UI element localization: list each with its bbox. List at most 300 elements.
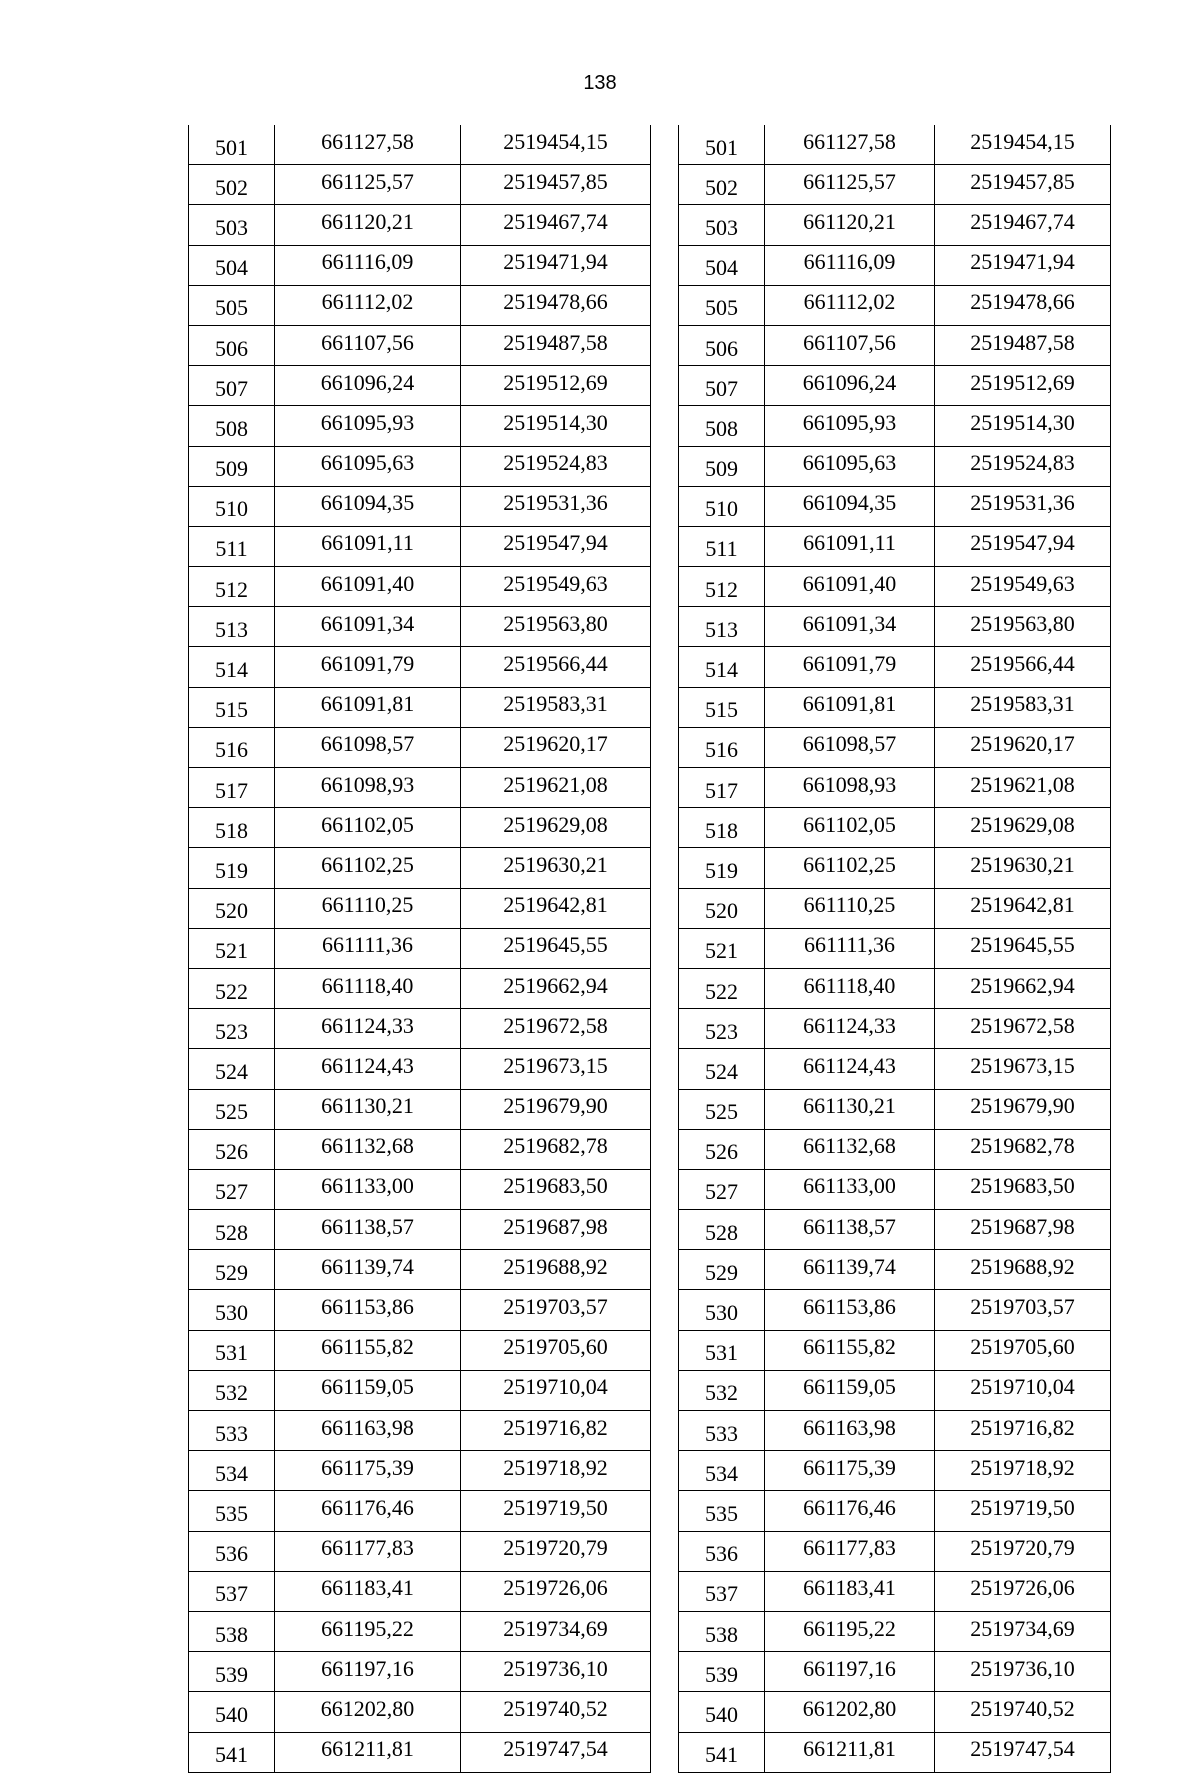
y-coordinate-cell: 2519736,10 — [935, 1652, 1111, 1692]
point-number-cell: 507 — [679, 366, 765, 406]
x-coordinate-cell: 661197,16 — [275, 1652, 461, 1692]
point-number-cell: 516 — [679, 727, 765, 767]
x-coordinate-cell: 661124,33 — [275, 1009, 461, 1049]
point-number-cell: 528 — [679, 1210, 765, 1250]
table-row — [189, 567, 651, 607]
table-row — [679, 526, 1111, 566]
x-coordinate-cell: 661124,43 — [275, 1049, 461, 1089]
point-number-cell: 525 — [679, 1089, 765, 1129]
x-coordinate-cell: 661095,93 — [765, 406, 935, 446]
table-row — [189, 486, 651, 526]
x-coordinate-cell: 661183,41 — [765, 1571, 935, 1611]
table-row — [189, 1692, 651, 1732]
y-coordinate-cell: 2519740,52 — [935, 1692, 1111, 1732]
x-coordinate-cell: 661118,40 — [765, 968, 935, 1008]
y-coordinate-cell: 2519719,50 — [935, 1491, 1111, 1531]
y-coordinate-cell: 2519471,94 — [461, 245, 651, 285]
table-row — [189, 325, 651, 365]
point-number-cell: 510 — [679, 486, 765, 526]
x-coordinate-cell: 661110,25 — [765, 888, 935, 928]
y-coordinate-cell: 2519734,69 — [461, 1611, 651, 1651]
x-coordinate-cell: 661116,09 — [275, 245, 461, 285]
x-coordinate-cell: 661091,34 — [275, 607, 461, 647]
table-row — [679, 245, 1111, 285]
y-coordinate-cell: 2519454,15 — [935, 125, 1111, 165]
x-coordinate-cell: 661155,82 — [275, 1330, 461, 1370]
x-coordinate-cell: 661139,74 — [275, 1250, 461, 1290]
point-number-cell: 532 — [189, 1370, 275, 1410]
point-number-cell: 508 — [679, 406, 765, 446]
x-coordinate-cell: 661139,74 — [765, 1250, 935, 1290]
point-number-cell: 520 — [189, 888, 275, 928]
table-row — [679, 1370, 1111, 1410]
point-number-cell: 531 — [679, 1330, 765, 1370]
y-coordinate-cell: 2519734,69 — [935, 1611, 1111, 1651]
point-number-cell: 536 — [679, 1531, 765, 1571]
point-number-cell: 526 — [679, 1129, 765, 1169]
y-coordinate-cell: 2519524,83 — [461, 446, 651, 486]
y-coordinate-cell: 2519566,44 — [461, 647, 651, 687]
x-coordinate-cell: 661127,58 — [275, 125, 461, 165]
x-coordinate-cell: 661102,25 — [275, 848, 461, 888]
y-coordinate-cell: 2519621,08 — [461, 768, 651, 808]
x-coordinate-cell: 661202,80 — [765, 1692, 935, 1732]
x-coordinate-cell: 661091,11 — [275, 526, 461, 566]
x-coordinate-cell: 661211,81 — [275, 1732, 461, 1772]
point-number-cell: 539 — [679, 1652, 765, 1692]
y-coordinate-cell: 2519720,79 — [935, 1531, 1111, 1571]
y-coordinate-cell: 2519629,08 — [461, 808, 651, 848]
table-row — [679, 647, 1111, 687]
y-coordinate-cell: 2519687,98 — [461, 1210, 651, 1250]
y-coordinate-cell: 2519457,85 — [935, 165, 1111, 205]
x-coordinate-cell: 661098,93 — [765, 768, 935, 808]
x-coordinate-cell: 661111,36 — [275, 928, 461, 968]
table-row — [189, 1210, 651, 1250]
y-coordinate-cell: 2519514,30 — [935, 406, 1111, 446]
y-coordinate-cell: 2519478,66 — [461, 285, 651, 325]
point-number-cell: 508 — [189, 406, 275, 446]
point-number-cell: 503 — [189, 205, 275, 245]
x-coordinate-cell: 661102,05 — [765, 808, 935, 848]
table-row — [679, 808, 1111, 848]
x-coordinate-cell: 661183,41 — [275, 1571, 461, 1611]
x-coordinate-cell: 661096,24 — [275, 366, 461, 406]
y-coordinate-cell: 2519487,58 — [935, 325, 1111, 365]
x-coordinate-cell: 661120,21 — [275, 205, 461, 245]
y-coordinate-cell: 2519531,36 — [461, 486, 651, 526]
x-coordinate-cell: 661098,57 — [765, 727, 935, 767]
y-coordinate-cell: 2519642,81 — [461, 888, 651, 928]
x-coordinate-cell: 661133,00 — [765, 1169, 935, 1209]
x-coordinate-cell: 661116,09 — [765, 245, 935, 285]
table-row — [189, 808, 651, 848]
y-coordinate-cell: 2519710,04 — [461, 1370, 651, 1410]
y-coordinate-cell: 2519547,94 — [461, 526, 651, 566]
point-number-cell: 527 — [679, 1169, 765, 1209]
table-row — [679, 727, 1111, 767]
y-coordinate-cell: 2519718,92 — [935, 1451, 1111, 1491]
point-number-cell: 506 — [189, 325, 275, 365]
table-row — [679, 1009, 1111, 1049]
table-row — [189, 1732, 651, 1772]
y-coordinate-cell: 2519549,63 — [461, 567, 651, 607]
table-row — [679, 768, 1111, 808]
point-number-cell: 537 — [189, 1571, 275, 1611]
x-coordinate-cell: 661102,05 — [275, 808, 461, 848]
y-coordinate-cell: 2519718,92 — [461, 1451, 651, 1491]
x-coordinate-cell: 661124,43 — [765, 1049, 935, 1089]
y-coordinate-cell: 2519710,04 — [935, 1370, 1111, 1410]
x-coordinate-cell: 661153,86 — [275, 1290, 461, 1330]
point-number-cell: 531 — [189, 1330, 275, 1370]
x-coordinate-cell: 661102,25 — [765, 848, 935, 888]
table-row — [189, 1330, 651, 1370]
x-coordinate-cell: 661211,81 — [765, 1732, 935, 1772]
y-coordinate-cell: 2519531,36 — [935, 486, 1111, 526]
point-number-cell: 540 — [679, 1692, 765, 1732]
y-coordinate-cell: 2519662,94 — [935, 968, 1111, 1008]
table-row — [189, 1531, 651, 1571]
table-row — [189, 446, 651, 486]
y-coordinate-cell: 2519629,08 — [935, 808, 1111, 848]
x-coordinate-cell: 661175,39 — [765, 1451, 935, 1491]
y-coordinate-cell: 2519630,21 — [461, 848, 651, 888]
table-row — [679, 1732, 1111, 1772]
y-coordinate-cell: 2519620,17 — [935, 727, 1111, 767]
table-row — [679, 366, 1111, 406]
x-coordinate-cell: 661118,40 — [275, 968, 461, 1008]
x-coordinate-cell: 661127,58 — [765, 125, 935, 165]
table-row — [189, 1129, 651, 1169]
x-coordinate-cell: 661163,98 — [275, 1411, 461, 1451]
table-row — [189, 1451, 651, 1491]
y-coordinate-cell: 2519457,85 — [461, 165, 651, 205]
x-coordinate-cell: 661091,79 — [275, 647, 461, 687]
x-coordinate-cell: 661091,40 — [275, 567, 461, 607]
point-number-cell: 524 — [679, 1049, 765, 1089]
table-row — [679, 1210, 1111, 1250]
x-coordinate-cell: 661095,93 — [275, 406, 461, 446]
table-row — [189, 968, 651, 1008]
point-number-cell: 505 — [189, 285, 275, 325]
y-coordinate-cell: 2519487,58 — [461, 325, 651, 365]
point-number-cell: 538 — [679, 1611, 765, 1651]
table-row — [679, 1571, 1111, 1611]
x-coordinate-cell: 661175,39 — [275, 1451, 461, 1491]
point-number-cell: 519 — [679, 848, 765, 888]
y-coordinate-cell: 2519620,17 — [461, 727, 651, 767]
point-number-cell: 514 — [679, 647, 765, 687]
table-row — [679, 446, 1111, 486]
y-coordinate-cell: 2519703,57 — [461, 1290, 651, 1330]
point-number-cell: 525 — [189, 1089, 275, 1129]
y-coordinate-cell: 2519672,58 — [935, 1009, 1111, 1049]
y-coordinate-cell: 2519740,52 — [461, 1692, 651, 1732]
table-row — [679, 1652, 1111, 1692]
y-coordinate-cell: 2519716,82 — [935, 1411, 1111, 1451]
table-row — [679, 165, 1111, 205]
point-number-cell: 519 — [189, 848, 275, 888]
y-coordinate-cell: 2519672,58 — [461, 1009, 651, 1049]
y-coordinate-cell: 2519583,31 — [461, 687, 651, 727]
point-number-cell: 532 — [679, 1370, 765, 1410]
x-coordinate-cell: 661130,21 — [765, 1089, 935, 1129]
point-number-cell: 523 — [189, 1009, 275, 1049]
table-row — [679, 848, 1111, 888]
y-coordinate-cell: 2519716,82 — [461, 1411, 651, 1451]
y-coordinate-cell: 2519747,54 — [935, 1732, 1111, 1772]
table-row — [679, 1169, 1111, 1209]
page-number: 138 — [583, 72, 617, 94]
x-coordinate-cell: 661091,79 — [765, 647, 935, 687]
table-row — [189, 1411, 651, 1451]
point-number-cell: 535 — [679, 1491, 765, 1531]
y-coordinate-cell: 2519683,50 — [461, 1169, 651, 1209]
point-number-cell: 516 — [189, 727, 275, 767]
x-coordinate-cell: 661132,68 — [765, 1129, 935, 1169]
y-coordinate-cell: 2519688,92 — [461, 1250, 651, 1290]
table-row — [189, 1250, 651, 1290]
point-number-cell: 503 — [679, 205, 765, 245]
table-row — [189, 125, 651, 165]
table-row — [189, 205, 651, 245]
y-coordinate-cell: 2519454,15 — [461, 125, 651, 165]
y-coordinate-cell: 2519705,60 — [935, 1330, 1111, 1370]
table-row — [679, 607, 1111, 647]
point-number-cell: 529 — [679, 1250, 765, 1290]
table-row — [679, 928, 1111, 968]
x-coordinate-cell: 661130,21 — [275, 1089, 461, 1129]
table-row — [679, 1089, 1111, 1129]
y-coordinate-cell: 2519736,10 — [461, 1652, 651, 1692]
point-number-cell: 507 — [189, 366, 275, 406]
y-coordinate-cell: 2519524,83 — [935, 446, 1111, 486]
y-coordinate-cell: 2519512,69 — [461, 366, 651, 406]
table-row — [189, 768, 651, 808]
point-number-cell: 522 — [679, 968, 765, 1008]
x-coordinate-cell: 661091,11 — [765, 526, 935, 566]
point-number-cell: 512 — [189, 567, 275, 607]
table-row — [679, 1692, 1111, 1732]
y-coordinate-cell: 2519566,44 — [935, 647, 1111, 687]
x-coordinate-cell: 661107,56 — [765, 325, 935, 365]
table-row — [679, 325, 1111, 365]
point-number-cell: 515 — [189, 687, 275, 727]
y-coordinate-cell: 2519719,50 — [461, 1491, 651, 1531]
x-coordinate-cell: 661095,63 — [275, 446, 461, 486]
x-coordinate-cell: 661177,83 — [765, 1531, 935, 1571]
point-number-cell: 501 — [679, 125, 765, 165]
point-number-cell: 530 — [679, 1290, 765, 1330]
table-row — [679, 1411, 1111, 1451]
point-number-cell: 514 — [189, 647, 275, 687]
table-row — [679, 125, 1111, 165]
y-coordinate-cell: 2519549,63 — [935, 567, 1111, 607]
x-coordinate-cell: 661112,02 — [275, 285, 461, 325]
point-number-cell: 517 — [679, 768, 765, 808]
y-coordinate-cell: 2519512,69 — [935, 366, 1111, 406]
point-number-cell: 511 — [189, 526, 275, 566]
x-coordinate-cell: 661195,22 — [275, 1611, 461, 1651]
x-coordinate-cell: 661095,63 — [765, 446, 935, 486]
y-coordinate-cell: 2519679,90 — [461, 1089, 651, 1129]
table-row — [679, 1330, 1111, 1370]
x-coordinate-cell: 661111,36 — [765, 928, 935, 968]
point-number-cell: 504 — [189, 245, 275, 285]
point-number-cell: 533 — [679, 1411, 765, 1451]
x-coordinate-cell: 661091,40 — [765, 567, 935, 607]
x-coordinate-cell: 661153,86 — [765, 1290, 935, 1330]
x-coordinate-cell: 661107,56 — [275, 325, 461, 365]
table-row — [189, 607, 651, 647]
table-row — [189, 888, 651, 928]
x-coordinate-cell: 661110,25 — [275, 888, 461, 928]
table-row — [679, 1531, 1111, 1571]
table-row — [189, 687, 651, 727]
y-coordinate-cell: 2519467,74 — [935, 205, 1111, 245]
x-coordinate-cell: 661125,57 — [765, 165, 935, 205]
x-coordinate-cell: 661202,80 — [275, 1692, 461, 1732]
y-coordinate-cell: 2519471,94 — [935, 245, 1111, 285]
x-coordinate-cell: 661176,46 — [275, 1491, 461, 1531]
table-row — [189, 1009, 651, 1049]
point-number-cell: 509 — [189, 446, 275, 486]
x-coordinate-cell: 661163,98 — [765, 1411, 935, 1451]
point-number-cell: 535 — [189, 1491, 275, 1531]
x-coordinate-cell: 661094,35 — [765, 486, 935, 526]
point-number-cell: 540 — [189, 1692, 275, 1732]
point-number-cell: 515 — [679, 687, 765, 727]
x-coordinate-cell: 661138,57 — [275, 1210, 461, 1250]
x-coordinate-cell: 661091,34 — [765, 607, 935, 647]
y-coordinate-cell: 2519514,30 — [461, 406, 651, 446]
table-row — [679, 285, 1111, 325]
x-coordinate-cell: 661177,83 — [275, 1531, 461, 1571]
point-number-cell: 502 — [679, 165, 765, 205]
table-row — [189, 526, 651, 566]
point-number-cell: 513 — [189, 607, 275, 647]
y-coordinate-cell: 2519683,50 — [935, 1169, 1111, 1209]
point-number-cell: 517 — [189, 768, 275, 808]
point-number-cell: 505 — [679, 285, 765, 325]
point-number-cell: 509 — [679, 446, 765, 486]
point-number-cell: 501 — [189, 125, 275, 165]
x-coordinate-cell: 661176,46 — [765, 1491, 935, 1531]
point-number-cell: 541 — [679, 1732, 765, 1772]
point-number-cell: 511 — [679, 526, 765, 566]
table-row — [679, 1049, 1111, 1089]
x-coordinate-cell: 661091,81 — [275, 687, 461, 727]
point-number-cell: 506 — [679, 325, 765, 365]
y-coordinate-cell: 2519642,81 — [935, 888, 1111, 928]
x-coordinate-cell: 661155,82 — [765, 1330, 935, 1370]
table-row — [189, 245, 651, 285]
point-number-cell: 521 — [189, 928, 275, 968]
y-coordinate-cell: 2519621,08 — [935, 768, 1111, 808]
y-coordinate-cell: 2519703,57 — [935, 1290, 1111, 1330]
point-number-cell: 524 — [189, 1049, 275, 1089]
table-row — [679, 406, 1111, 446]
point-number-cell: 529 — [189, 1250, 275, 1290]
x-coordinate-cell: 661138,57 — [765, 1210, 935, 1250]
point-number-cell: 513 — [679, 607, 765, 647]
point-number-cell: 504 — [679, 245, 765, 285]
point-number-cell: 541 — [189, 1732, 275, 1772]
y-coordinate-cell: 2519688,92 — [935, 1250, 1111, 1290]
point-number-cell: 502 — [189, 165, 275, 205]
y-coordinate-cell: 2519705,60 — [461, 1330, 651, 1370]
table-row — [189, 165, 651, 205]
y-coordinate-cell: 2519630,21 — [935, 848, 1111, 888]
table-row — [189, 1652, 651, 1692]
table-row — [679, 1451, 1111, 1491]
table-row — [189, 1491, 651, 1531]
x-coordinate-cell: 661098,57 — [275, 727, 461, 767]
x-coordinate-cell: 661133,00 — [275, 1169, 461, 1209]
table-row — [189, 928, 651, 968]
point-number-cell: 538 — [189, 1611, 275, 1651]
table-row — [679, 1491, 1111, 1531]
point-number-cell: 530 — [189, 1290, 275, 1330]
point-number-cell: 512 — [679, 567, 765, 607]
point-number-cell: 528 — [189, 1210, 275, 1250]
y-coordinate-cell: 2519726,06 — [935, 1571, 1111, 1611]
x-coordinate-cell: 661091,81 — [765, 687, 935, 727]
y-coordinate-cell: 2519563,80 — [461, 607, 651, 647]
point-number-cell: 536 — [189, 1531, 275, 1571]
y-coordinate-cell: 2519563,80 — [935, 607, 1111, 647]
table-row — [189, 406, 651, 446]
x-coordinate-cell: 661120,21 — [765, 205, 935, 245]
point-number-cell: 510 — [189, 486, 275, 526]
point-number-cell: 527 — [189, 1169, 275, 1209]
y-coordinate-cell: 2519547,94 — [935, 526, 1111, 566]
point-number-cell: 534 — [679, 1451, 765, 1491]
table-row — [679, 1250, 1111, 1290]
x-coordinate-cell: 661159,05 — [765, 1370, 935, 1410]
x-coordinate-cell: 661125,57 — [275, 165, 461, 205]
table-row — [679, 1290, 1111, 1330]
point-number-cell: 537 — [679, 1571, 765, 1611]
x-coordinate-cell: 661112,02 — [765, 285, 935, 325]
table-row — [189, 647, 651, 687]
x-coordinate-cell: 661197,16 — [765, 1652, 935, 1692]
table-row — [189, 1571, 651, 1611]
table-row — [679, 205, 1111, 245]
point-number-cell: 521 — [679, 928, 765, 968]
table-row — [679, 687, 1111, 727]
y-coordinate-cell: 2519673,15 — [935, 1049, 1111, 1089]
x-coordinate-cell: 661159,05 — [275, 1370, 461, 1410]
point-number-cell: 518 — [679, 808, 765, 848]
x-coordinate-cell: 661132,68 — [275, 1129, 461, 1169]
table-row — [189, 285, 651, 325]
table-row — [189, 1169, 651, 1209]
table-row — [189, 366, 651, 406]
point-number-cell: 526 — [189, 1129, 275, 1169]
point-number-cell: 522 — [189, 968, 275, 1008]
point-number-cell: 539 — [189, 1652, 275, 1692]
point-number-cell: 534 — [189, 1451, 275, 1491]
y-coordinate-cell: 2519747,54 — [461, 1732, 651, 1772]
table-row — [679, 968, 1111, 1008]
y-coordinate-cell: 2519645,55 — [461, 928, 651, 968]
table-row — [679, 486, 1111, 526]
table-row — [189, 848, 651, 888]
y-coordinate-cell: 2519682,78 — [461, 1129, 651, 1169]
table-row — [189, 727, 651, 767]
